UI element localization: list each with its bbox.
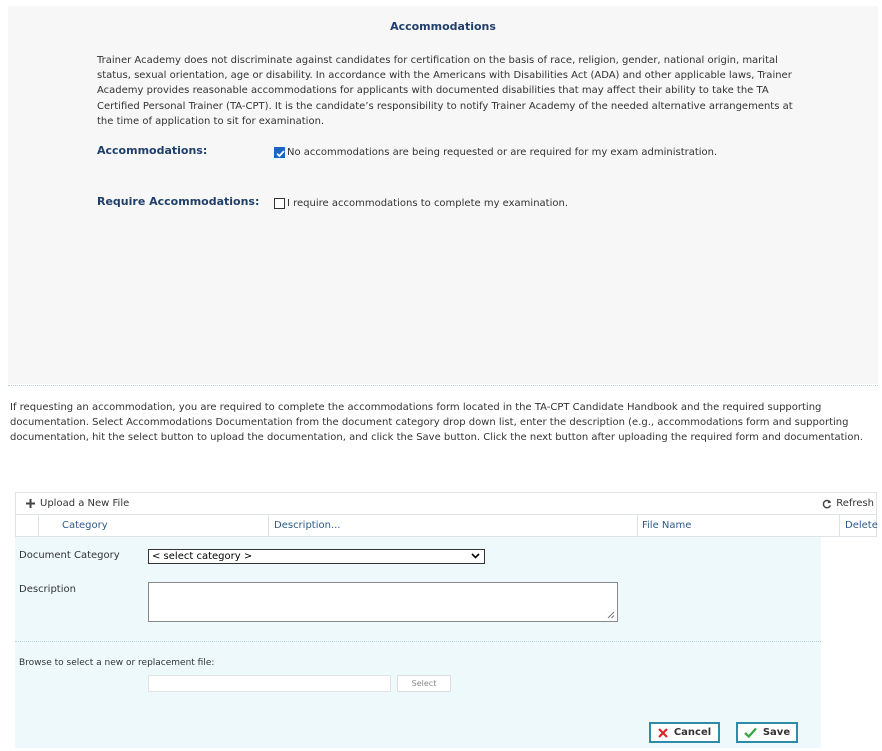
description-textarea[interactable] (148, 582, 618, 622)
checkmark-icon (744, 727, 757, 738)
browse-file-label: Browse to select a new or replacement file: (19, 658, 215, 668)
column-divider (38, 515, 39, 536)
column-divider (268, 515, 269, 536)
file-input[interactable] (148, 675, 391, 692)
instructions-text: If requesting an accommodation, you are required to complete the accommodations form located in the TA-CPT Candidate Handbook and the required supporting documentation. Select Accommodations Documentation from the document category drop down list, enter the description (e.g., accommodations form and supporting documentation, hit the select button to upload the documentation, and click the Save button. Click the next button after uploading the required form and documentation. (10, 402, 863, 443)
no-accommodations-checkbox[interactable] (274, 147, 285, 158)
cancel-button-label: Cancel (673, 727, 712, 738)
plus-icon (26, 499, 35, 508)
refresh-button[interactable] (822, 498, 874, 509)
grid-header (15, 515, 877, 537)
accommodations-label: Accommodations: (97, 144, 208, 157)
column-divider (839, 515, 840, 536)
column-header-category[interactable]: Category (62, 520, 108, 531)
section-divider (8, 385, 878, 386)
select-file-button[interactable]: Select (397, 675, 451, 692)
column-header-file-name[interactable]: File Name (642, 520, 692, 531)
checkmark-icon (275, 148, 286, 159)
resize-handle-icon[interactable] (607, 611, 615, 619)
column-divider (637, 515, 638, 536)
column-header-delete: Delete (845, 520, 878, 531)
require-accommodations-text: I require accommodations to complete my examination. (287, 198, 569, 209)
form-divider (15, 641, 821, 642)
page-title: Accommodations (390, 20, 496, 33)
file-upload-grid (15, 492, 877, 748)
column-header-description[interactable]: Description... (274, 520, 341, 531)
policy-text: Trainer Academy does not discriminate against candidates for certification on the basis of race, religion, gender, national origin, marital status, sexual orientation, age or disability. In accordance with the Americans with Disabilities Act (ADA) and other applicable laws, Trainer Academy provides reasonable accommodations for applicants with documented disabilities that may affect their ability to take the TA Certified Personal Trainer (TA-CPT). It is the candidate’s responsibility to notify Trainer Academy of the needed alternative arrangements at the time of application to sit for examination. (97, 55, 793, 127)
require-accommodations-checkbox[interactable] (274, 198, 285, 209)
upload-new-file-button[interactable] (26, 498, 129, 509)
x-icon (658, 728, 668, 738)
document-category-value: < select category > (152, 551, 253, 562)
grid-toolbar (15, 492, 877, 515)
chevron-down-icon (471, 552, 480, 560)
save-button[interactable] (736, 722, 798, 743)
accommodations-panel (8, 6, 878, 384)
save-button-label: Save (762, 727, 791, 738)
document-category-label: Document Category (19, 550, 120, 561)
require-accommodations-label: Require Accommodations: (97, 195, 260, 208)
refresh-icon (822, 499, 832, 509)
cancel-button[interactable] (649, 722, 720, 743)
upload-edit-form (15, 537, 821, 748)
description-label: Description (19, 584, 76, 595)
refresh-label: Refresh (836, 498, 874, 509)
upload-new-file-label: Upload a New File (40, 498, 130, 509)
document-category-select[interactable] (148, 549, 485, 564)
no-accommodations-text: No accommodations are being requested or are required for my exam administration. (287, 147, 718, 158)
